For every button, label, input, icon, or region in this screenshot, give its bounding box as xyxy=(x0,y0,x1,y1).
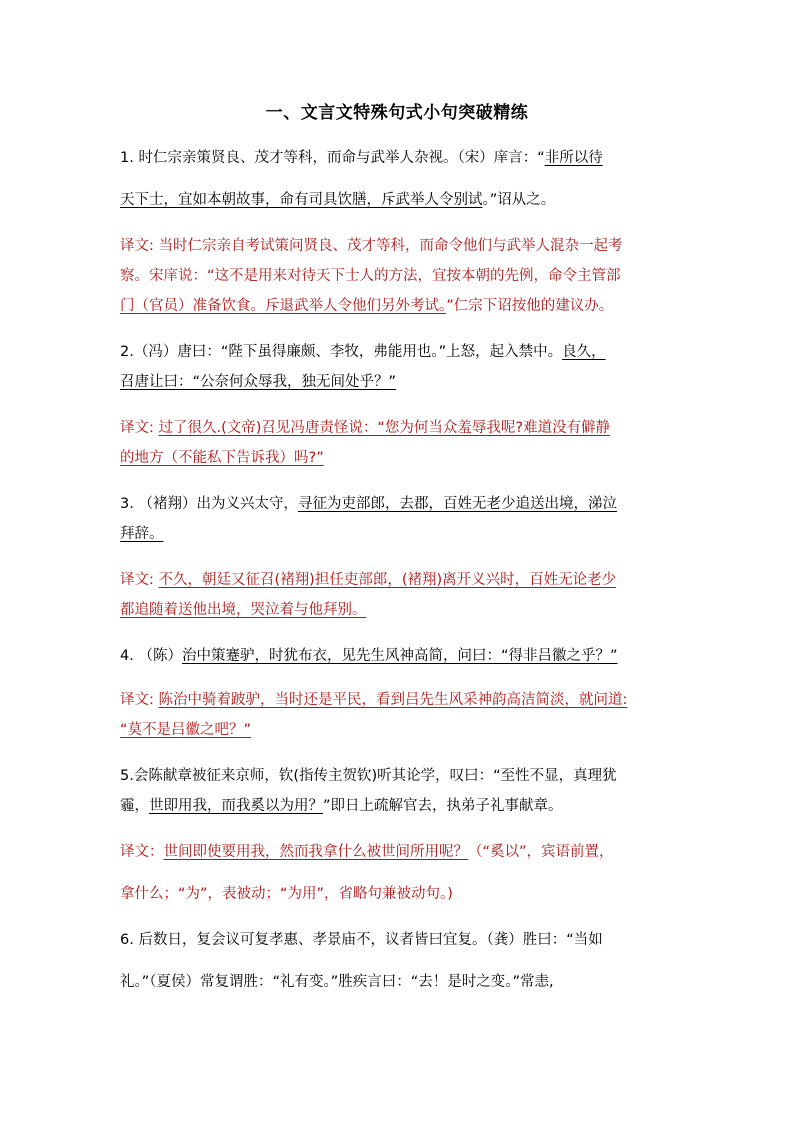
q5-line-2 xyxy=(120,796,563,818)
q5-line-1 xyxy=(120,766,617,788)
translation-underlined: 不久，朝廷又征召(褚翔)担任吏部郎，(褚翔)离开义兴时，百姓无论老少 xyxy=(158,572,617,588)
q2-text: 2.（冯）唐曰：“陛下虽得廉颇、李牧，弗能用也。”上怒，起入禁中。 xyxy=(120,344,563,360)
translation-label: 译文: xyxy=(120,238,159,254)
q3-translation-line-2 xyxy=(120,600,367,622)
q2-line-1 xyxy=(120,342,606,364)
q5-translation-line-2 xyxy=(120,884,453,906)
q5-underlined: 世即用我，而我奚以为用？ xyxy=(149,798,323,814)
q4-line-1 xyxy=(120,646,617,668)
q2-translation-line-2 xyxy=(120,448,324,470)
translation-note: 拿什么；“为”，表被动；“为用”，省略句兼被动句。) xyxy=(120,886,453,902)
translation-note: （“奚以”，宾语前置， xyxy=(468,844,614,860)
q1-translation-line-1 xyxy=(120,236,623,258)
q5-translation-line-1 xyxy=(120,842,614,864)
translation-label: 译文： xyxy=(120,844,164,860)
q5-text: 5.会陈献章被征来京师，钦(指传主贺钦)听其论学，叹曰：“至性不显，真理犹 xyxy=(120,768,617,784)
q4-underlined: 治中策蹇驴，时犹布衣，见先生风神高简，问曰：“得非吕徽之乎？” xyxy=(181,648,618,664)
q2-line-2 xyxy=(120,372,396,394)
q6-line-2 xyxy=(120,972,554,994)
translation-underlined: 陈治中骑着跛驴，当时还是平民，看到吕先生风采神韵高洁简淡，就问道: xyxy=(158,692,628,708)
q1-text: 1. 时仁宗亲策贤良、茂才等科，而命与武举人杂视。（宋）庠言：“ xyxy=(120,150,545,166)
q1-translation-line-3 xyxy=(120,296,613,318)
q4-translation-line-1 xyxy=(120,690,627,712)
q1-translation-line-2 xyxy=(120,266,621,288)
q4-text: 4. （陈） xyxy=(120,648,182,664)
translation-label: 译文: xyxy=(120,692,159,708)
q5-text: ”即日上疏解官去，执弟子礼事献章。 xyxy=(323,798,563,814)
q1-line-2 xyxy=(120,190,555,212)
translation-text: ”仁宗下诏按他的建议办。 xyxy=(446,298,614,314)
translation-underlined: 世间即使要用我，然而我拿什么被世间所用呢？ xyxy=(163,844,468,860)
q3-text: 3. （褚翔）出为义兴太守， xyxy=(120,496,298,512)
q2-underlined: 召唐让曰：“公奈何众辱我，独无间处乎？” xyxy=(120,374,397,390)
q6-text: 6. 后数日，复会议可复孝惠、孝景庙不，议者皆曰宜复。（龚）胜曰：“当如 xyxy=(120,932,603,948)
q3-underlined: 寻征为吏部郎，去郡，百姓无老少追送出境，涕泣 xyxy=(297,496,617,512)
translation-underlined: 门（官员）准备饮食。斥退武举人令他们另外考试。 xyxy=(120,298,447,314)
page-title: 一、文言文特殊句式小句突破精练 xyxy=(265,103,529,123)
q2-translation-line-1 xyxy=(120,418,610,440)
translation-text: 察。宋庠说：“这不是用来对待天下士人的方法，宜按本朝的先例，命令主管部 xyxy=(120,268,621,284)
translation-label: 译文: xyxy=(120,572,159,588)
q2-underlined: 良久， xyxy=(562,344,606,360)
q1-underlined: 非所以待 xyxy=(544,150,603,166)
translation-label: 译文: xyxy=(120,420,159,436)
q3-underlined: 拜辞。 xyxy=(120,526,164,542)
q3-line-1 xyxy=(120,494,617,516)
translation-underlined: 过了很久.(文帝)召见冯唐责怪说：“您为何当众羞辱我呢?难道没有僻静 xyxy=(158,420,611,436)
translation-underlined: 的地方（不能私下告诉我）吗?” xyxy=(120,450,324,466)
translation-text: 当时仁宗亲自考试策问贤良、茂才等科，而命令他们与武举人混杂一起考 xyxy=(158,238,623,254)
translation-underlined: “莫不是吕徽之吧？” xyxy=(120,722,252,738)
q5-text: 霾， xyxy=(120,798,149,814)
q1-line-1 xyxy=(120,148,603,170)
q1-text: 。”诏从之。 xyxy=(482,192,556,208)
q6-text: 礼。”（夏侯）常复谓胜：“礼有变。”胜疾言曰：“去！是时之变。”常恚, xyxy=(120,974,554,990)
q6-line-1 xyxy=(120,930,603,952)
q3-line-2 xyxy=(120,524,164,546)
q3-translation-line-1 xyxy=(120,570,616,592)
q4-translation-line-2 xyxy=(120,720,251,742)
translation-underlined: 都追随着送他出境，哭泣着与他拜别。 xyxy=(120,602,367,618)
q1-underlined: 天下士，宜如本朝故事，命有司具饮膳，斥武举人令别试 xyxy=(120,192,483,208)
